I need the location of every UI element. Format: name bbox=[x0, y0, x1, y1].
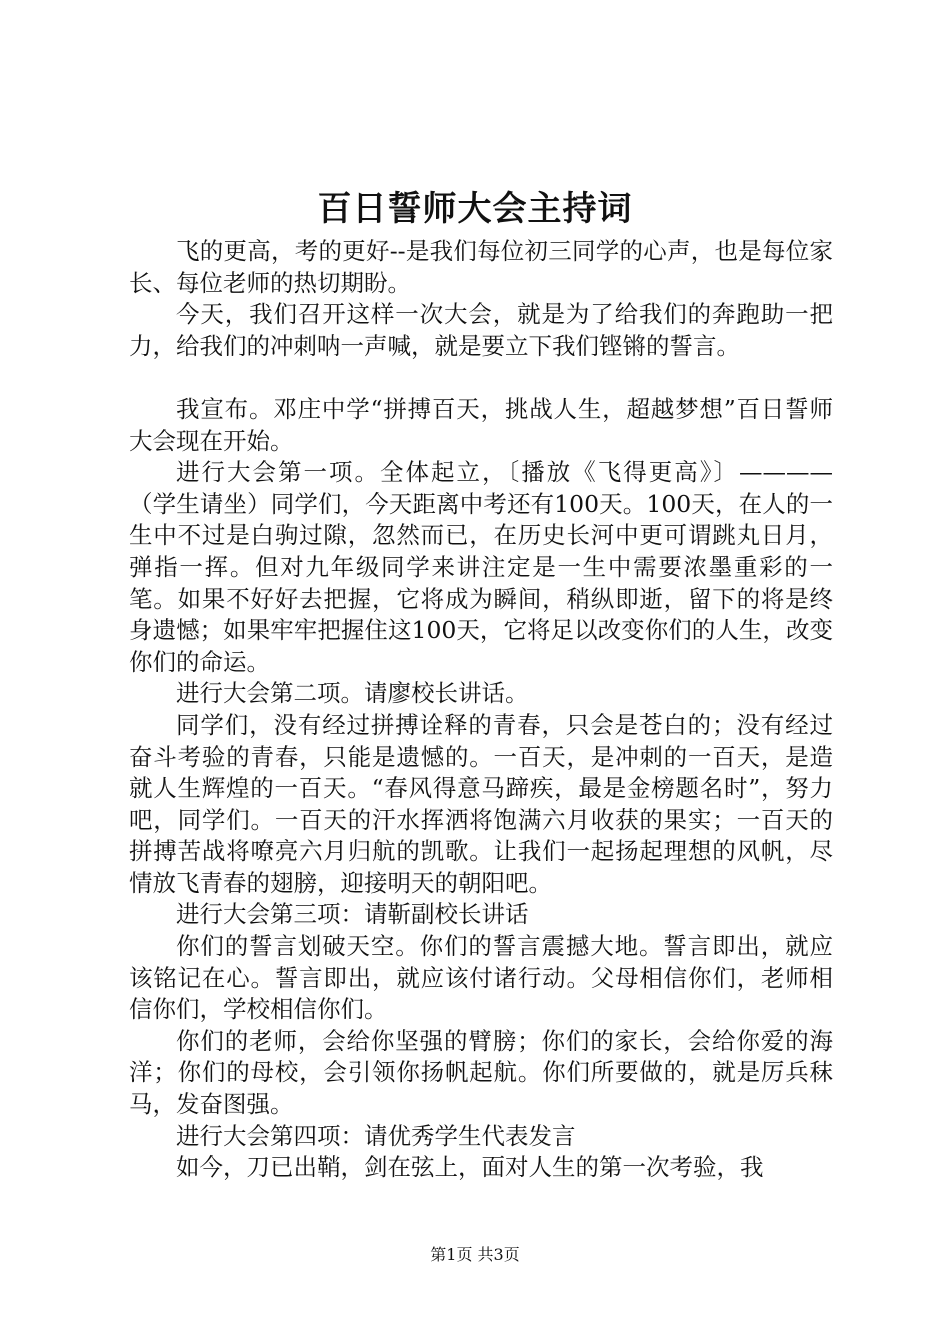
paragraph: 同学们，没有经过拼搏诠释的青春，只会是苍白的；没有经过奋斗考验的青春，只能是遗憾的。一百天，是冲刺的一百天，是造就人生辉煌的一百天。“春风得意马蹄疾，最是金榜题名时”，努力吧，同学们。一百天的汗水挥洒将饱满六月收获的果实；一百天的拼搏苦战将嘹亮六月归航的凯歌。让我们一起扬起理想的风帆，尽情放飞青春的翅膀，迎接明天的朝阳吧。 bbox=[129, 710, 833, 897]
document-body bbox=[129, 236, 833, 1184]
page-footer: 第1页 共3页 bbox=[430, 1245, 520, 1264]
paragraph: 进行大会第二项。请廖校长讲话。 bbox=[176, 679, 529, 708]
paragraph: 你们的老师，会给你坚强的臂膀；你们的家长，会给你爱的海洋；你们的母校，会引领你扬帆起航。你们所要做的，就是厉兵秣马，发奋图强。 bbox=[129, 1026, 833, 1119]
paragraph: 你们的誓言划破天空。你们的誓言震撼大地。誓言即出，就应该铭记在心。誓言即出，就应该付诸行动。父母相信你们，老师相信你们，学校相信你们。 bbox=[129, 932, 833, 1024]
paragraph: 进行大会第三项：请靳副校长讲话 bbox=[176, 900, 529, 929]
paragraph: 进行大会第四项：请优秀学生代表发言 bbox=[176, 1121, 576, 1150]
paragraph: 进行大会第一项。全体起立，〔播放《飞得更高》〕————（学生请坐）同学们，今天距离中考还有100天。100天，在人的一生中不过是白驹过隙，忽然而已，在历史长河中更可谓跳丸日月，弹指一挥。但对九年级同学来讲注定是一生中需要浓墨重彩的一笔。如果不好好去把握，它将成为瞬间，稍纵即逝，留下的将是终身遗憾；如果牢牢把握住这100天，它将足以改变你们的人生，改变你们的命运。 bbox=[129, 458, 833, 676]
document-title: 百日誓师大会主持词 bbox=[317, 189, 633, 229]
paragraph: 飞的更高，考的更好--是我们每位初三同学的心声，也是每位家长、每位老师的热切期盼。 bbox=[129, 237, 833, 297]
paragraph: 如今，刀已出鞘，剑在弦上，面对人生的第一次考验，我 bbox=[176, 1153, 764, 1182]
paragraph: 今天，我们召开这样一次大会，就是为了给我们的奔跑助一把力，给我们的冲刺呐一声喊，就是要立下我们铿锵的誓言。 bbox=[129, 300, 833, 360]
paragraph: 我宣布。邓庄中学“拼搏百天，挑战人生，超越梦想”百日誓师大会现在开始。 bbox=[129, 394, 833, 455]
